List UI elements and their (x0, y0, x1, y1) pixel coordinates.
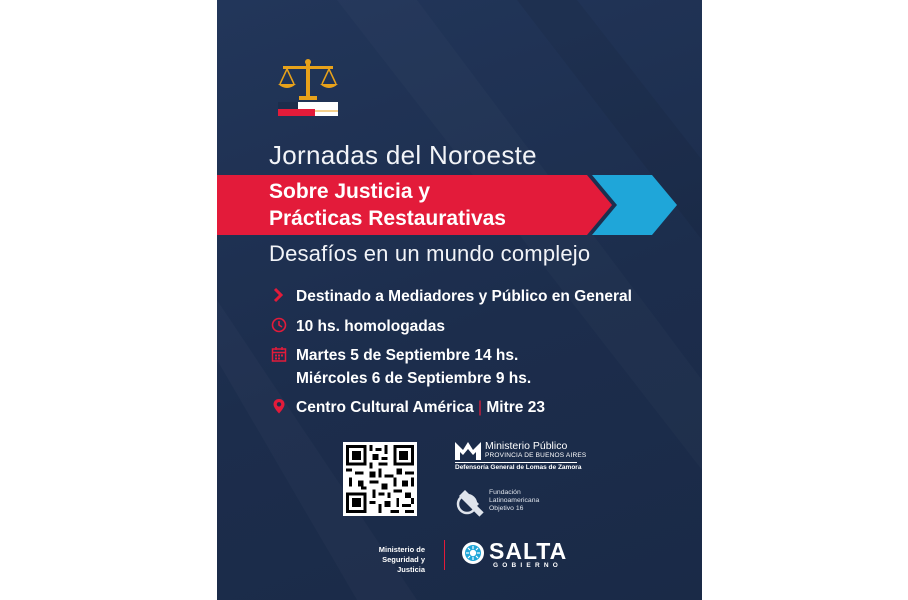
ministry-line-2: Seguridad y Justicia (382, 555, 425, 574)
clock-icon (271, 317, 287, 333)
banner-line-1: Sobre Justicia y (269, 180, 431, 203)
qr-code (343, 442, 417, 516)
fundacion-line-2: Latinoamericana (489, 497, 540, 504)
date-line-2: Miércoles 6 de Septiembre 9 hs. (296, 370, 532, 387)
mp-subtitle: PROVINCIA DE BUENOS AIRES (485, 452, 587, 459)
hours-text: 10 hs. homologadas (296, 318, 446, 335)
banner-heading (269, 178, 506, 232)
salta-gobierno-logo (461, 538, 591, 574)
salta-sun-emblem-icon (461, 541, 485, 565)
venue-name: Centro Cultural América (296, 399, 474, 416)
event-subtitle: Desafíos en un mundo complejo (269, 241, 591, 266)
fundacion-text (489, 489, 539, 513)
location-pin-icon (271, 398, 287, 414)
event-title: Jornadas del Noroeste (269, 140, 537, 170)
ministerio-publico-emblem-icon (455, 440, 481, 460)
salta-subtitle: GOBIERNO (493, 562, 562, 569)
chevron-right-icon (271, 287, 287, 303)
fundacion-line-3: Objetivo 16 (489, 505, 524, 512)
event-poster (217, 0, 702, 600)
fundacion-logo (453, 486, 573, 518)
calendar-icon (271, 346, 287, 362)
venue-address: Mitre 23 (486, 399, 545, 416)
ministry-line-1: Ministerio de (378, 545, 425, 554)
mp-defensoria: Defensoría General de Lomas de Zamora (455, 464, 582, 471)
fundacion-emblem-icon (453, 486, 485, 518)
fundacion-line-1: Fundación (489, 489, 521, 496)
scales-of-justice-icon (275, 56, 341, 122)
audience-text: Destinado a Mediadores y Público en General (296, 288, 632, 305)
salta-name: SALTA (489, 538, 568, 564)
venue-separator: | (478, 399, 483, 416)
mp-title: Ministerio Público (485, 440, 568, 452)
venue-text (296, 397, 545, 418)
date-line-1: Martes 5 de Septiembre 14 hs. (296, 347, 519, 364)
logo-divider (444, 540, 445, 570)
mp-divider (455, 462, 577, 463)
ministerio-publico-logo (455, 440, 595, 476)
banner-line-2: Prácticas Restaurativas (269, 207, 506, 230)
ministerio-seguridad-logo (357, 545, 425, 575)
